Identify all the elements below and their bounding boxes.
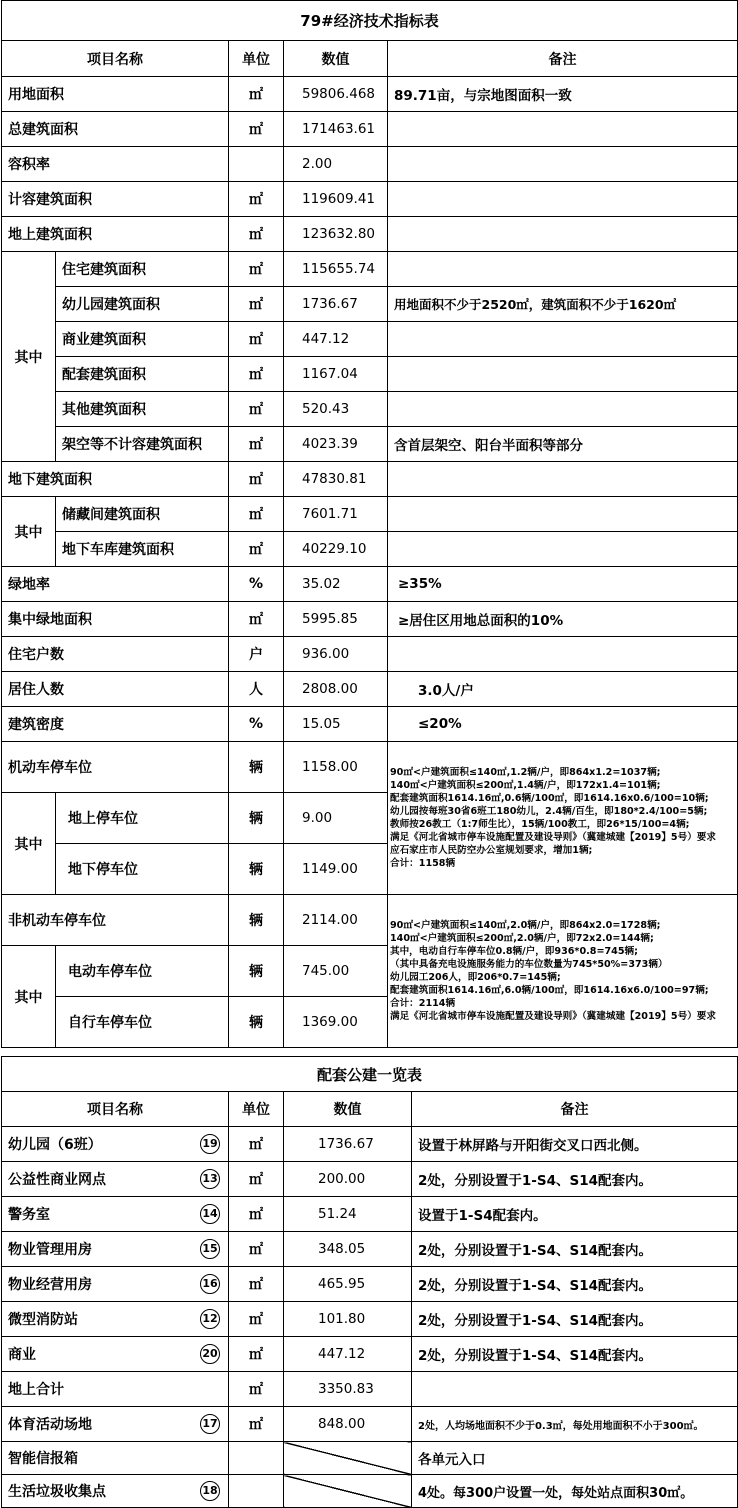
- table-row: [2, 427, 738, 462]
- row-value: 348.05: [284, 1232, 412, 1267]
- public-facility-table: [1, 1056, 738, 1508]
- note-line: 满足《河北省城市停车设施配置及建设导则》（冀建城建【2019】5号）要求: [390, 832, 716, 843]
- header-value: 数值: [284, 1092, 412, 1127]
- row-note: 设置于1-S4配套内。: [412, 1197, 738, 1232]
- row-note: ≤20%: [388, 707, 738, 742]
- table-row: [2, 1372, 738, 1407]
- row-name: 住宅建筑面积: [56, 252, 229, 287]
- group-label: 其中: [2, 497, 56, 567]
- row-name: 电动车停车位: [56, 946, 229, 997]
- row-value: 1736.67: [284, 1127, 412, 1162]
- table-row: [2, 77, 738, 112]
- header-note: 备注: [412, 1092, 738, 1127]
- row-value: 35.02: [284, 567, 388, 602]
- row-note: [388, 462, 738, 497]
- table-row: [2, 462, 738, 497]
- row-note: [388, 322, 738, 357]
- row-name: 储藏间建筑面积: [56, 497, 229, 532]
- row-value: 520.43: [284, 392, 388, 427]
- group-label: 其中: [2, 946, 56, 1048]
- row-unit: 辆: [229, 895, 284, 946]
- table-title: 配套公建一览表: [2, 1057, 738, 1092]
- circled-number: 18: [200, 1481, 220, 1501]
- circled-number: 20: [200, 1344, 220, 1364]
- row-note: ≥居住区用地总面积的10%: [388, 602, 738, 637]
- row-value: 465.95: [284, 1267, 412, 1302]
- row-unit: ㎡: [229, 322, 284, 357]
- row-value: 1167.04: [284, 357, 388, 392]
- table-row: [2, 322, 738, 357]
- note-line: 配套建筑面积1614.16㎡,6.0辆/100㎡，即1614.16x6.0/100=97辆;: [390, 985, 709, 996]
- row-value: 447.12: [284, 322, 388, 357]
- note-line: 幼儿园工206人，即206*0.7=145辆;: [390, 972, 561, 983]
- row-name: [2, 1197, 229, 1232]
- note-line: 其中，电动自行车停车位0.8辆/户，即936*0.8=745辆;: [390, 946, 638, 957]
- row-unit: ㎡: [229, 1267, 284, 1302]
- row-unit: 辆: [229, 793, 284, 844]
- row-unit: [229, 147, 284, 182]
- circled-number: 12: [200, 1309, 220, 1329]
- row-value: 447.12: [284, 1337, 412, 1372]
- row-name: 地下车库建筑面积: [56, 532, 229, 567]
- note-line: 合计：2114辆: [390, 998, 456, 1009]
- row-unit: ㎡: [229, 1407, 284, 1442]
- row-value: 101.80: [284, 1302, 412, 1337]
- row-name-text: 商业: [8, 1347, 36, 1363]
- note-line: 满足《河北省城市停车设施配置及建设导则》（冀建城建【2019】5号）要求: [390, 1011, 716, 1022]
- row-unit: ㎡: [229, 392, 284, 427]
- row-unit: 辆: [229, 946, 284, 997]
- table-row: [2, 1407, 738, 1442]
- row-unit: 辆: [229, 844, 284, 895]
- row-unit: 人: [229, 672, 284, 707]
- row-value: 848.00: [284, 1407, 412, 1442]
- table-row: [2, 147, 738, 182]
- row-value: 123632.80: [284, 217, 388, 252]
- row-name-text: 警务室: [8, 1207, 50, 1223]
- row-name: 配套建筑面积: [56, 357, 229, 392]
- header-name: 项目名称: [2, 1092, 229, 1127]
- table-row: [2, 532, 738, 567]
- row-name: 地上停车位: [56, 793, 229, 844]
- row-name: 幼儿园建筑面积: [56, 287, 229, 322]
- row-unit: 辆: [229, 997, 284, 1048]
- circled-number: 17: [200, 1414, 220, 1434]
- row-name: 商业建筑面积: [56, 322, 229, 357]
- row-name: 建筑密度: [2, 707, 229, 742]
- group-label: 其中: [2, 252, 56, 462]
- table-row: [2, 895, 738, 946]
- row-unit: ㎡: [229, 287, 284, 322]
- row-note: 各单元入口: [412, 1442, 738, 1475]
- header-note: 备注: [388, 41, 738, 77]
- row-name: 集中绿地面积: [2, 602, 229, 637]
- table-row: [2, 182, 738, 217]
- row-name: 用地面积: [2, 77, 229, 112]
- row-value: 15.05: [284, 707, 388, 742]
- row-note: 3.0人/户: [388, 672, 738, 707]
- row-value: 51.24: [284, 1197, 412, 1232]
- row-name-text: 物业经营用房: [8, 1277, 92, 1293]
- row-note: 2处，分别设置于1-S4、S14配套内。: [412, 1162, 738, 1197]
- row-note: [388, 497, 738, 532]
- note-line: 90㎡<户建筑面积≤140㎡,2.0辆/户，即864x2.0=1728辆;: [390, 920, 661, 931]
- row-note: [388, 182, 738, 217]
- row-value: 9.00: [284, 793, 388, 844]
- car-parking-note: [388, 742, 738, 895]
- table-row: [2, 602, 738, 637]
- row-unit: %: [229, 707, 284, 742]
- row-name-text: 微型消防站: [8, 1312, 78, 1328]
- row-unit: ㎡: [229, 182, 284, 217]
- circled-number: 19: [200, 1134, 220, 1154]
- row-value: 200.00: [284, 1162, 412, 1197]
- row-note: [388, 532, 738, 567]
- table-row: [2, 497, 738, 532]
- header-name: 项目名称: [2, 41, 229, 77]
- table-row: [2, 1197, 738, 1232]
- row-name: 住宅户数: [2, 637, 229, 672]
- row-unit: ㎡: [229, 217, 284, 252]
- row-note: 用地面积不少于2520㎡，建筑面积不少于1620㎡: [388, 287, 738, 322]
- row-name: [2, 1407, 229, 1442]
- circled-number: 13: [200, 1169, 220, 1189]
- table-row: [2, 707, 738, 742]
- row-unit: ㎡: [229, 252, 284, 287]
- row-value: 59806.468: [284, 77, 388, 112]
- table-row: [2, 1162, 738, 1197]
- row-note: [388, 147, 738, 182]
- row-note: 2处，人均场地面积不少于0.3㎡，每处用地面积不小于300㎡。: [412, 1407, 738, 1442]
- row-value: 936.00: [284, 637, 388, 672]
- row-note: [388, 217, 738, 252]
- row-name: 居住人数: [2, 672, 229, 707]
- table-row: [2, 1442, 738, 1475]
- row-name: 其他建筑面积: [56, 392, 229, 427]
- row-unit: ㎡: [229, 1127, 284, 1162]
- row-unit: ㎡: [229, 112, 284, 147]
- row-note: 2处，分别设置于1-S4、S14配套内。: [412, 1267, 738, 1302]
- note-line: 配套建筑面积1614.16㎡,0.6辆/100㎡，即1614.16x0.6/100=10辆;: [390, 793, 709, 804]
- row-name: [2, 1267, 229, 1302]
- row-unit: ㎡: [229, 1337, 284, 1372]
- row-name: [2, 1475, 229, 1508]
- note-line: 90㎡<户建筑面积≤140㎡,1.2辆/户，即864x1.2=1037辆;: [390, 767, 661, 778]
- row-value: 1736.67: [284, 287, 388, 322]
- row-name: 非机动车停车位: [2, 895, 229, 946]
- row-value: 2808.00: [284, 672, 388, 707]
- row-unit: ㎡: [229, 1162, 284, 1197]
- row-name-text: 体育活动场地: [8, 1417, 92, 1433]
- row-unit: ㎡: [229, 357, 284, 392]
- row-value: 115655.74: [284, 252, 388, 287]
- note-line: 合计：1158辆: [390, 858, 456, 869]
- row-note: [388, 112, 738, 147]
- note-line: 教师按26教工（1:7师生比），15辆/100教工，即26*15/100=4辆;: [390, 819, 690, 830]
- row-note: ≥35%: [388, 567, 738, 602]
- table-row: [2, 357, 738, 392]
- row-unit: ㎡: [229, 602, 284, 637]
- note-line: 140㎡<户建筑面积≤200㎡,2.0辆/户，即72x2.0=144辆;: [390, 933, 654, 944]
- row-name: [2, 1337, 229, 1372]
- row-name: 自行车停车位: [56, 997, 229, 1048]
- tech-indicator-table: [1, 0, 738, 1048]
- row-name: 机动车停车位: [2, 742, 229, 793]
- row-unit: ㎡: [229, 497, 284, 532]
- row-name: [2, 1162, 229, 1197]
- table-row: [2, 112, 738, 147]
- row-value: 5995.85: [284, 602, 388, 637]
- row-unit: ㎡: [229, 1197, 284, 1232]
- row-value: 745.00: [284, 946, 388, 997]
- header-unit: 单位: [229, 41, 284, 77]
- note-line: （其中具备充电设施服务能力的车位数量为745*50%=373辆）: [390, 959, 668, 970]
- row-name-text: 公益性商业网点: [8, 1172, 106, 1188]
- row-value: 1149.00: [284, 844, 388, 895]
- table-row: [2, 637, 738, 672]
- row-name: 地下停车位: [56, 844, 229, 895]
- row-unit: 辆: [229, 742, 284, 793]
- row-value: 171463.61: [284, 112, 388, 147]
- row-value: 3350.83: [284, 1372, 412, 1407]
- note-line: 140㎡<户建筑面积≤200㎡,1.4辆/户，即172x1.4=101辆;: [390, 780, 661, 791]
- header-unit: 单位: [229, 1092, 284, 1127]
- header-value: 数值: [284, 41, 388, 77]
- row-unit: ㎡: [229, 1232, 284, 1267]
- table-row: [2, 672, 738, 707]
- row-value-empty: [284, 1475, 412, 1508]
- row-unit: ㎡: [229, 427, 284, 462]
- table-row: [2, 392, 738, 427]
- row-unit: ㎡: [229, 532, 284, 567]
- group-label: 其中: [2, 793, 56, 895]
- row-value: 2.00: [284, 147, 388, 182]
- row-note: [412, 1372, 738, 1407]
- circled-number: 14: [200, 1204, 220, 1224]
- row-note: [388, 252, 738, 287]
- table-row: [2, 252, 738, 287]
- row-value: 4023.39: [284, 427, 388, 462]
- table-row: [2, 217, 738, 252]
- row-value: 2114.00: [284, 895, 388, 946]
- row-name: 容积率: [2, 147, 229, 182]
- table-row: [2, 287, 738, 322]
- row-name: 地上合计: [2, 1372, 229, 1407]
- row-name: [2, 1127, 229, 1162]
- row-note: [388, 637, 738, 672]
- row-name: 绿地率: [2, 567, 229, 602]
- row-value: 47830.81: [284, 462, 388, 497]
- bike-parking-note: [388, 895, 738, 1048]
- table-row: [2, 1302, 738, 1337]
- row-note: 2处，分别设置于1-S4、S14配套内。: [412, 1337, 738, 1372]
- row-value: 119609.41: [284, 182, 388, 217]
- row-unit: ㎡: [229, 1302, 284, 1337]
- row-name-text: 幼儿园（6班）: [8, 1137, 102, 1153]
- row-value: 1158.00: [284, 742, 388, 793]
- table-row: [2, 1337, 738, 1372]
- row-name-text: 物业管理用房: [8, 1242, 92, 1258]
- row-name: 地上建筑面积: [2, 217, 229, 252]
- table-row: [2, 567, 738, 602]
- table-row: [2, 1232, 738, 1267]
- row-value: 1369.00: [284, 997, 388, 1048]
- circled-number: 15: [200, 1239, 220, 1259]
- row-name-text: 生活垃圾收集点: [8, 1484, 106, 1500]
- row-unit: %: [229, 567, 284, 602]
- row-note: 89.71亩，与宗地图面积一致: [388, 77, 738, 112]
- table-row: [2, 1127, 738, 1162]
- table-row: [2, 1475, 738, 1508]
- row-note: 含首层架空、阳台半面积等部分: [388, 427, 738, 462]
- row-name: 计容建筑面积: [2, 182, 229, 217]
- row-value: 7601.71: [284, 497, 388, 532]
- row-name: 地下建筑面积: [2, 462, 229, 497]
- table-title: 79#经济技术指标表: [2, 1, 738, 41]
- row-note: 4处。每300户设置一处，每处站点面积30㎡。: [412, 1475, 738, 1508]
- table-row: [2, 1267, 738, 1302]
- row-unit: ㎡: [229, 462, 284, 497]
- row-name: [2, 1302, 229, 1337]
- row-name: 总建筑面积: [2, 112, 229, 147]
- row-note: 2处，分别设置于1-S4、S14配套内。: [412, 1302, 738, 1337]
- row-note: 设置于林屏路与开阳街交叉口西北侧。: [412, 1127, 738, 1162]
- row-unit: ㎡: [229, 77, 284, 112]
- note-line: 应石家庄市人民防空办公室规划要求，增加1辆;: [390, 845, 593, 856]
- row-note: 2处，分别设置于1-S4、S14配套内。: [412, 1232, 738, 1267]
- row-unit: [229, 1475, 284, 1508]
- note-line: 幼儿园按每班30省6班工180幼儿，2.4辆/百生，即180*2.4/100=5辆;: [390, 806, 708, 817]
- row-value-empty: [284, 1442, 412, 1475]
- row-name: [2, 1232, 229, 1267]
- row-name: 架空等不计容建筑面积: [56, 427, 229, 462]
- row-value: 40229.10: [284, 532, 388, 567]
- row-unit: ㎡: [229, 1372, 284, 1407]
- table-row: [2, 742, 738, 793]
- row-note: [388, 357, 738, 392]
- row-unit: 户: [229, 637, 284, 672]
- row-note: [388, 392, 738, 427]
- row-unit: [229, 1442, 284, 1475]
- row-name: 智能信报箱: [2, 1442, 229, 1475]
- circled-number: 16: [200, 1274, 220, 1294]
